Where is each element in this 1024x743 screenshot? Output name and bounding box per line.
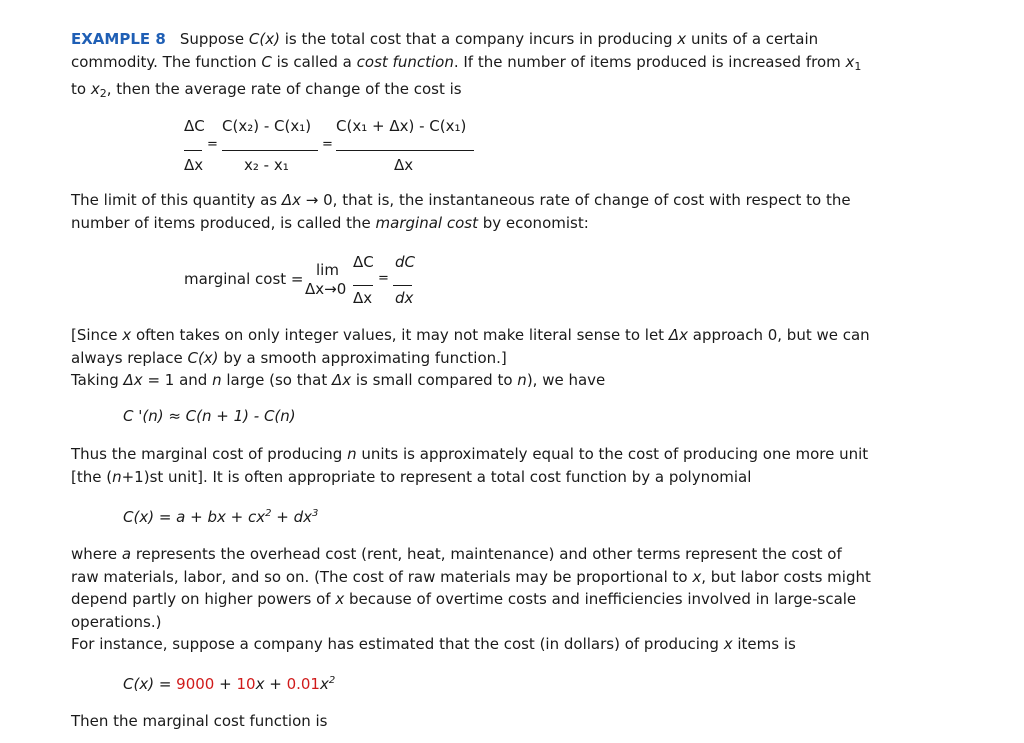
- thus-paragraph: Thus the marginal cost of producing n units is approximately equal to the cost of producing one more unit [the (n+1)st unit]. It is often appropriate to represent a total cost function by a polynomial: [71, 445, 869, 486]
- instance-paragraph: For instance, suppose a company has estimated that the cost (in dollars) of producing x items is: [71, 635, 796, 653]
- lim-subscript: Δx→0: [305, 280, 347, 298]
- taking-paragraph: Taking Δx = 1 and n large (so that Δx is small compared to n), we have: [71, 371, 606, 389]
- term-marginal-cost: marginal cost: [375, 213, 478, 232]
- linear-coefficient: 10: [236, 675, 256, 693]
- approximation-equation: C '(n) ≈ C(n + 1) - C(n): [123, 407, 296, 425]
- example-label: EXAMPLE 8: [71, 30, 166, 48]
- delta-x-denominator: Δx: [184, 156, 204, 174]
- polynomial-equation: C(x) = a + bx + $cx^2 + dx^3$: [123, 508, 319, 526]
- example-intro: EXAMPLE 8 Suppose C(x) is the total cost that a company incurs in producing x units of a certain commodity. The function C is called a cost function. If the number of items produced is increased from $x_1$ to $x_2$, then the average rate of change of the cost is: [71, 30, 862, 100]
- derivative-numerator: dC: [395, 253, 415, 271]
- increment-denominator: Δx: [394, 156, 414, 174]
- derivative-denominator: dx: [395, 289, 414, 307]
- difference-numerator: C(x₂) - C(x₁): [222, 117, 312, 135]
- fraction-bar: [393, 285, 412, 286]
- fraction-bar: [184, 150, 202, 151]
- since-paragraph: [Since x often takes on only integer values, it may not make literal sense to let Δx approach 0, but we can always replace C(x) by a smooth approximating function.]: [71, 326, 870, 367]
- fraction-bar: [222, 150, 318, 151]
- limit-paragraph: The limit of this quantity as Δx → 0, that is, the instantaneous rate of change of cost with respect to the number of items produced, is called the marginal cost by economist:: [71, 191, 851, 232]
- term-cost-function: cost function: [356, 52, 454, 71]
- marginal-cost-label: marginal cost =: [184, 270, 304, 288]
- delta-c-numerator: ΔC: [184, 117, 205, 135]
- fraction-bar: [336, 150, 474, 151]
- then-paragraph: Then the marginal cost function is: [71, 712, 328, 730]
- quadratic-coefficient: 0.01: [286, 675, 320, 693]
- lim-operator: lim: [316, 261, 339, 279]
- increment-numerator: C(x₁ + Δx) - C(x₁): [336, 117, 467, 135]
- where-paragraph: where a represents the overhead cost (rent, heat, maintenance) and other terms represent the cost of raw materials, labor, and so on. (The cost of raw materials may be proportional to x, but labor costs might depend partly on higher powers of x because of overtime costs and inefficiencies involved in large-scale operations.): [71, 545, 871, 631]
- cost-equation: $C(x) = 9000 + 10x + 0.01x^2$: [123, 675, 336, 693]
- difference-denominator: x₂ - x₁: [244, 156, 289, 174]
- fraction-bar: [353, 285, 373, 286]
- overhead-constant: 9000: [176, 675, 215, 693]
